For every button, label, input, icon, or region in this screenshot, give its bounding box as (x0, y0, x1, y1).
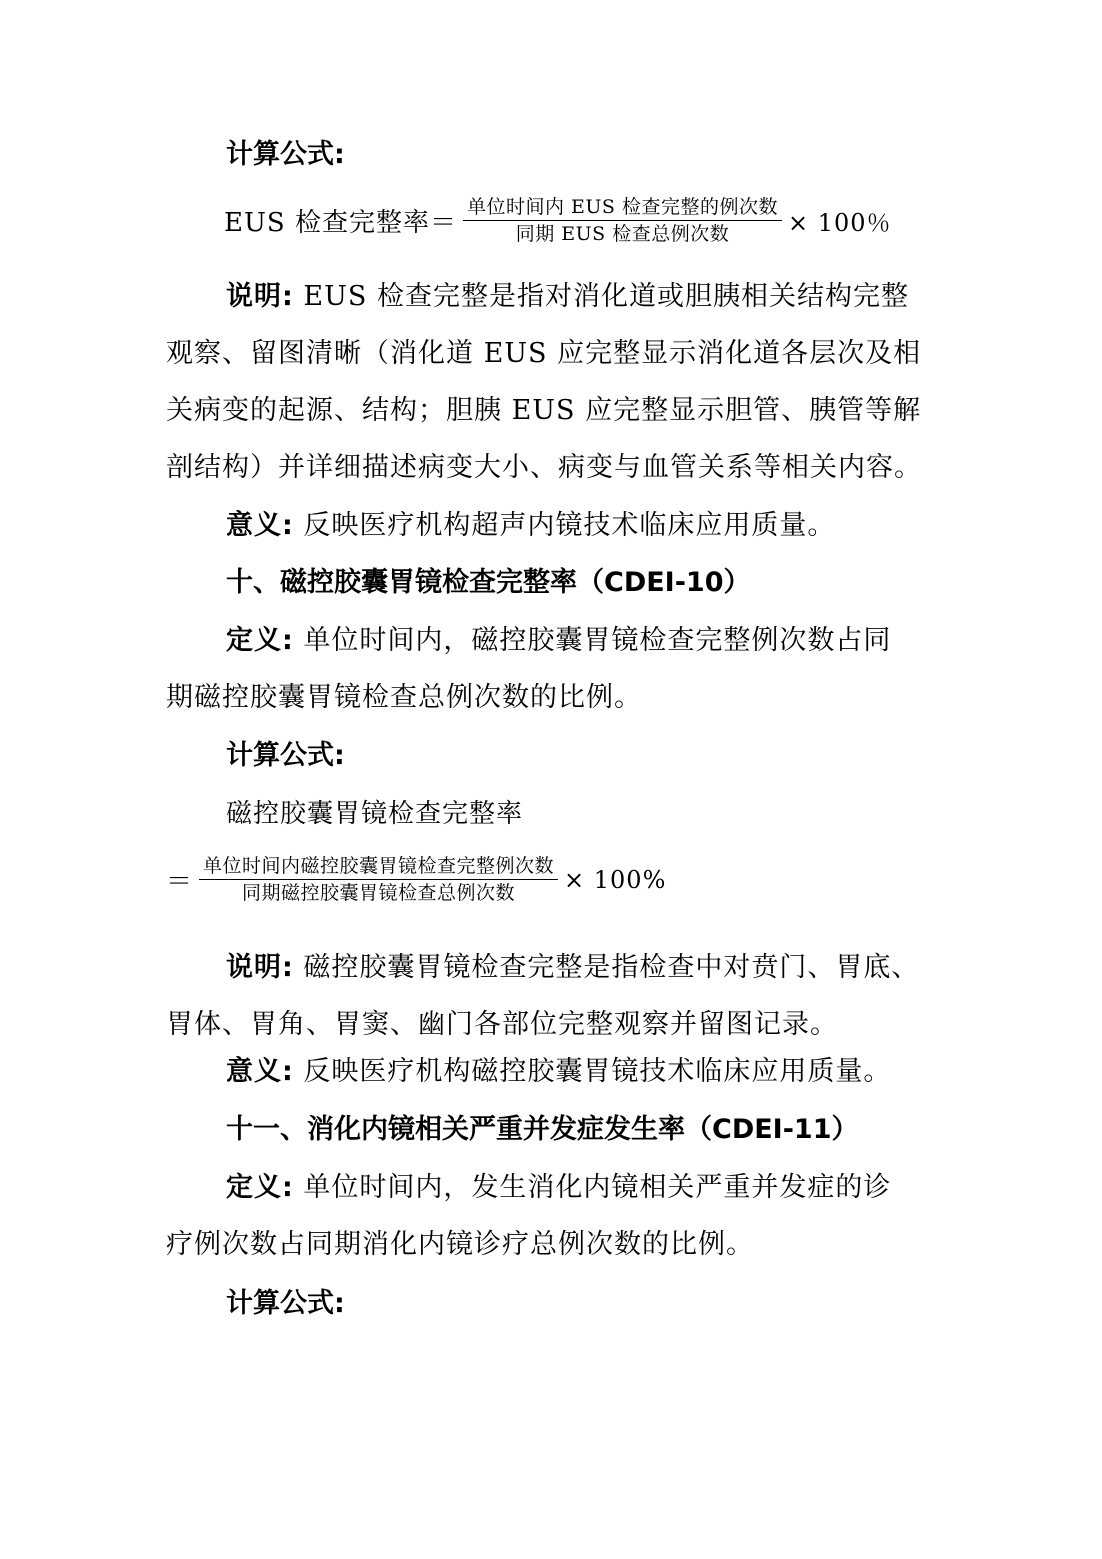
note-line: 说明: EUS 检查完整是指对消化道或胆胰相关结构完整 (226, 281, 909, 312)
formula-numerator: 单位时间内 EUS 检查完整的例次数 (466, 196, 778, 218)
meaning-line: 意义: 反映医疗机构磁控胶囊胃镜技术临床应用质量。 (226, 1056, 892, 1087)
formula-equals: ＝ (166, 867, 194, 897)
definition-line: 定义: 单位时间内，发生消化内镜相关严重并发症的诊 (226, 1172, 892, 1203)
formula-lhs: EUS 检查完整率＝ (224, 208, 457, 238)
formula-denominator: 同期 EUS 检查总例次数 (515, 223, 730, 245)
capsule-formula (166, 853, 666, 906)
formula-heading: 计算公式: (226, 139, 345, 170)
note-line: 剖结构）并详细描述病变大小、病变与血管关系等相关内容。 (166, 452, 922, 483)
formula-fraction (463, 194, 782, 247)
note-label: 说明: (226, 952, 294, 983)
section-heading: 十、磁控胶囊胃镜检查完整率（CDEI-10） (226, 567, 751, 598)
section-heading: 十一、消化内镜相关严重并发症发生率（CDEI-11） (226, 1114, 859, 1145)
definition-line: 定义: 单位时间内，磁控胶囊胃镜检查完整例次数占同 (226, 625, 892, 656)
note-line: 说明: 磁控胶囊胃镜检查完整是指检查中对贲门、胃底、 (226, 952, 920, 983)
formula-fraction (199, 853, 558, 906)
definition-label: 定义: (226, 625, 294, 656)
note-line: 胃体、胃角、胃窦、幽门各部位完整观察并留图记录。 (166, 1009, 838, 1040)
formula-heading: 计算公式: (226, 740, 345, 771)
eus-formula (224, 194, 892, 247)
formula-lhs: 磁控胶囊胃镜检查完整率 (226, 799, 524, 829)
definition-line: 期磁控胶囊胃镜检查总例次数的比例。 (166, 682, 642, 713)
definition-label: 定义: (226, 1172, 294, 1203)
note-label: 说明: (226, 281, 294, 312)
formula-multiplier: × 100％ (787, 209, 892, 237)
formula-heading: 计算公式: (226, 1288, 345, 1319)
note-line: 观察、留图清晰（消化道 EUS 应完整显示消化道各层次及相 (166, 338, 922, 369)
note-line: 关病变的起源、结构；胆胰 EUS 应完整显示胆管、胰管等解 (166, 395, 922, 426)
meaning-label: 意义: (226, 510, 294, 541)
formula-numerator: 单位时间内磁控胶囊胃镜检查完整例次数 (203, 855, 555, 877)
meaning-label: 意义: (226, 1056, 294, 1087)
meaning-line: 意义: 反映医疗机构超声内镜技术临床应用质量。 (226, 510, 836, 541)
definition-line: 疗例次数占同期消化内镜诊疗总例次数的比例。 (166, 1229, 754, 1260)
formula-denominator: 同期磁控胶囊胃镜检查总例次数 (242, 882, 516, 904)
formula-multiplier: × 100% (564, 865, 667, 894)
